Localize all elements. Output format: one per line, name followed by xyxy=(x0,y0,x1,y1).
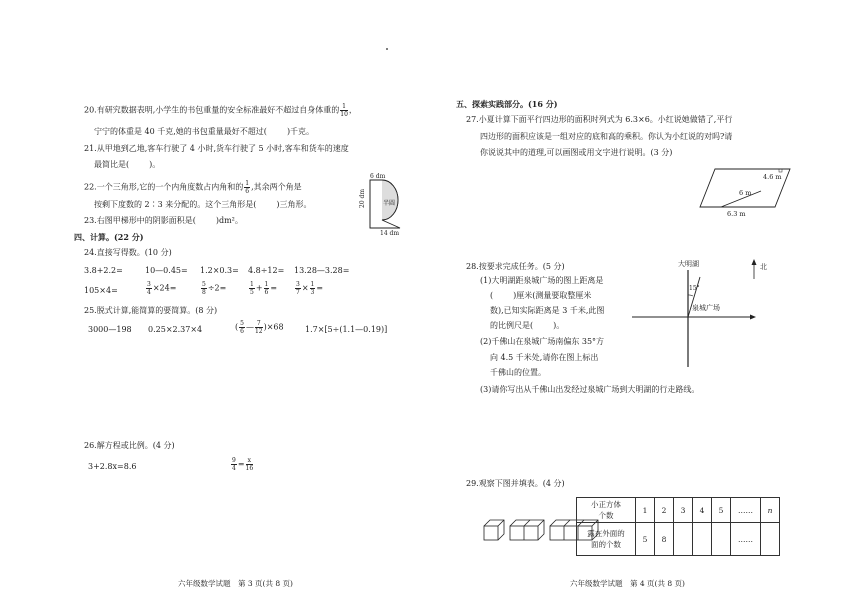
map-figure xyxy=(630,255,770,370)
q27-line3: 你说说其中的道理,可以画图或用文字进行说明。(3 分) xyxy=(480,148,673,157)
fig-base-label: 6.3 m xyxy=(727,210,746,218)
q20-line1: 20.有研究数据表明,小学生的书包重量的安全标准最好不超过自身体重的 $\frac{1}{10}$ ， xyxy=(84,103,357,118)
q25-expr4: 1.7×[5÷(1.1—0.19)] xyxy=(305,325,388,334)
q24-row1-a: 3.8+2.2= xyxy=(84,266,123,275)
q29-title: 29.观察下图并填表。(4 分) xyxy=(466,479,565,488)
table-cell: 3 xyxy=(674,498,693,523)
table-cell: 4 xyxy=(693,498,712,523)
table-cell: 5 xyxy=(712,498,731,523)
fig-side-label: 20 dm xyxy=(359,188,366,208)
table-cell: 5 xyxy=(636,523,655,556)
fraction: $\frac{1}{6}$ xyxy=(245,180,250,195)
q28-p2-l3: 千佛山的位置。 xyxy=(490,368,546,377)
q27-line2: 四边形的面积应该是一组对应的底和高的乘积。你认为小红说的对吗?请 xyxy=(480,132,733,141)
answer-cell[interactable] xyxy=(712,523,731,556)
q20-line2: 宁宁的体重是 40 千克,她的书包重量最好不超过( )千克。 xyxy=(94,127,315,136)
q24-row1-c: 1.2×0.3= xyxy=(200,266,239,275)
q28-p1-l4: 的比例尺是( )。 xyxy=(490,321,565,330)
q26-expr2: $\frac{9}{4}$ = $\frac{x}{16}$ xyxy=(232,457,254,472)
answer-cell[interactable] xyxy=(674,523,693,556)
table-cell: 8 xyxy=(655,523,674,556)
q28-p2-l2: 向 4.5 千米处,请你在图上标出 xyxy=(490,353,599,362)
section5-title: 五、探索实践部分。(16 分) xyxy=(456,99,558,109)
q24-row2-d: $\frac{1}{5}$ + $\frac{1}{6}$ = xyxy=(250,281,278,296)
q25-expr3: ( $\frac{5}{6}$ — $\frac{7}{12}$ )×68 xyxy=(235,320,284,335)
q22-line1: 22.一个三角形,它的一个内角度数占内角和的 $\frac{1}{6}$ ,其余两个角是 xyxy=(84,180,302,195)
fig-side-label: 4.6 m xyxy=(763,173,782,181)
table-cell: 1 xyxy=(636,498,655,523)
q26-title: 26.解方程或比例。(4 分) xyxy=(84,441,175,450)
q24-row1-d: 4.8÷12= xyxy=(248,266,285,275)
parallelogram-figure xyxy=(695,165,805,220)
q26-expr1: 3+2.8x=8.6 xyxy=(88,462,137,471)
table-row xyxy=(577,523,780,556)
table-cell: …… xyxy=(731,498,761,523)
q25-expr2: 0.25×2.37×4 xyxy=(148,325,203,334)
q24-row2-a: 105×4= xyxy=(84,286,118,295)
footer-page3: 六年级数学试题 第 3 页(共 8 页) xyxy=(178,579,293,588)
section4-title: 四、计算。(22 分) xyxy=(74,232,144,242)
fig-bottom-label: 14 dm xyxy=(380,230,400,237)
q24-row1-e: 13.28—3.28= xyxy=(294,266,350,275)
table-cell: n xyxy=(761,498,780,523)
q24-title: 24.直接写得数。(10 分) xyxy=(84,248,172,257)
table-cell: 2 xyxy=(655,498,674,523)
cube-table xyxy=(576,497,780,556)
map-angle-label: 15° xyxy=(689,285,700,292)
q21-line1: 21.从甲地到乙地,客车行驶了 4 小时,货车行驶了 5 小时,客车和货车的速度 xyxy=(84,144,349,153)
q25-title: 25.脱式计算,能简算的要简算。(8 分) xyxy=(84,306,218,315)
q24-row2-b: $\frac{3}{4}$ ×24= xyxy=(147,281,177,296)
map-north-label: 北 xyxy=(760,263,767,271)
map-lake-label: 大明湖 xyxy=(678,260,699,268)
header-exposed-faces: 露在外面的 面的个数 xyxy=(577,523,636,556)
table-cell: …… xyxy=(731,523,761,556)
q28-title: 28.按要求完成任务。(5 分) xyxy=(466,262,565,271)
fig-height-label: 6 m xyxy=(739,189,752,197)
q28-p1-l1: (1)大明湖距泉城广场的图上距离是 xyxy=(480,276,604,285)
q23-line: 23.右图甲梯形中的阴影面积是( )dm²。 xyxy=(84,216,243,225)
fig-top-label: 6 dm xyxy=(370,173,386,180)
fraction: $\frac{1}{10}$ xyxy=(340,103,348,118)
footer-page4: 六年级数学试题 第 4 页(共 8 页) xyxy=(570,579,685,588)
q28-p1-l2: ( )厘米(测量要取整厘米 xyxy=(490,291,592,300)
q28-p1-l3: 数),已知实际距离是 3 千米,此图 xyxy=(490,306,605,315)
q27-line1: 27.小夏计算下面平行四边形的面积时列式为 6.3×6。小红说她做错了,平行 xyxy=(466,115,733,124)
q25-expr1: 3000—198 xyxy=(88,325,132,334)
q28-p2-l1: (2)千佛山在泉城广场南偏东 35°方 xyxy=(480,337,605,346)
answer-cell[interactable] xyxy=(693,523,712,556)
q24-row2-c: $\frac{5}{8}$ ÷2= xyxy=(202,281,227,296)
answer-cell[interactable] xyxy=(761,523,780,556)
fig-semicircle-label: 半圆 xyxy=(383,200,396,207)
q21-line2: 最简比是( )。 xyxy=(94,160,161,169)
q22-line2: 按剩下度数的 2∶3 来分配的。这个三角形是( )三角形。 xyxy=(94,200,312,209)
trapezoid-figure xyxy=(360,172,410,236)
q24-row2-e: $\frac{3}{7}$ × $\frac{1}{3}$ = xyxy=(296,281,324,296)
q24-row1-b: 10—0.45= xyxy=(145,266,188,275)
map-square-label: 泉城广场 xyxy=(692,304,720,312)
header-cube-count: 小正方体 个数 xyxy=(577,498,636,523)
q28-p3: (3)请你写出从千佛山出发经过泉城广场到大明湖的行走路线。 xyxy=(480,385,700,394)
table-row xyxy=(577,498,780,523)
